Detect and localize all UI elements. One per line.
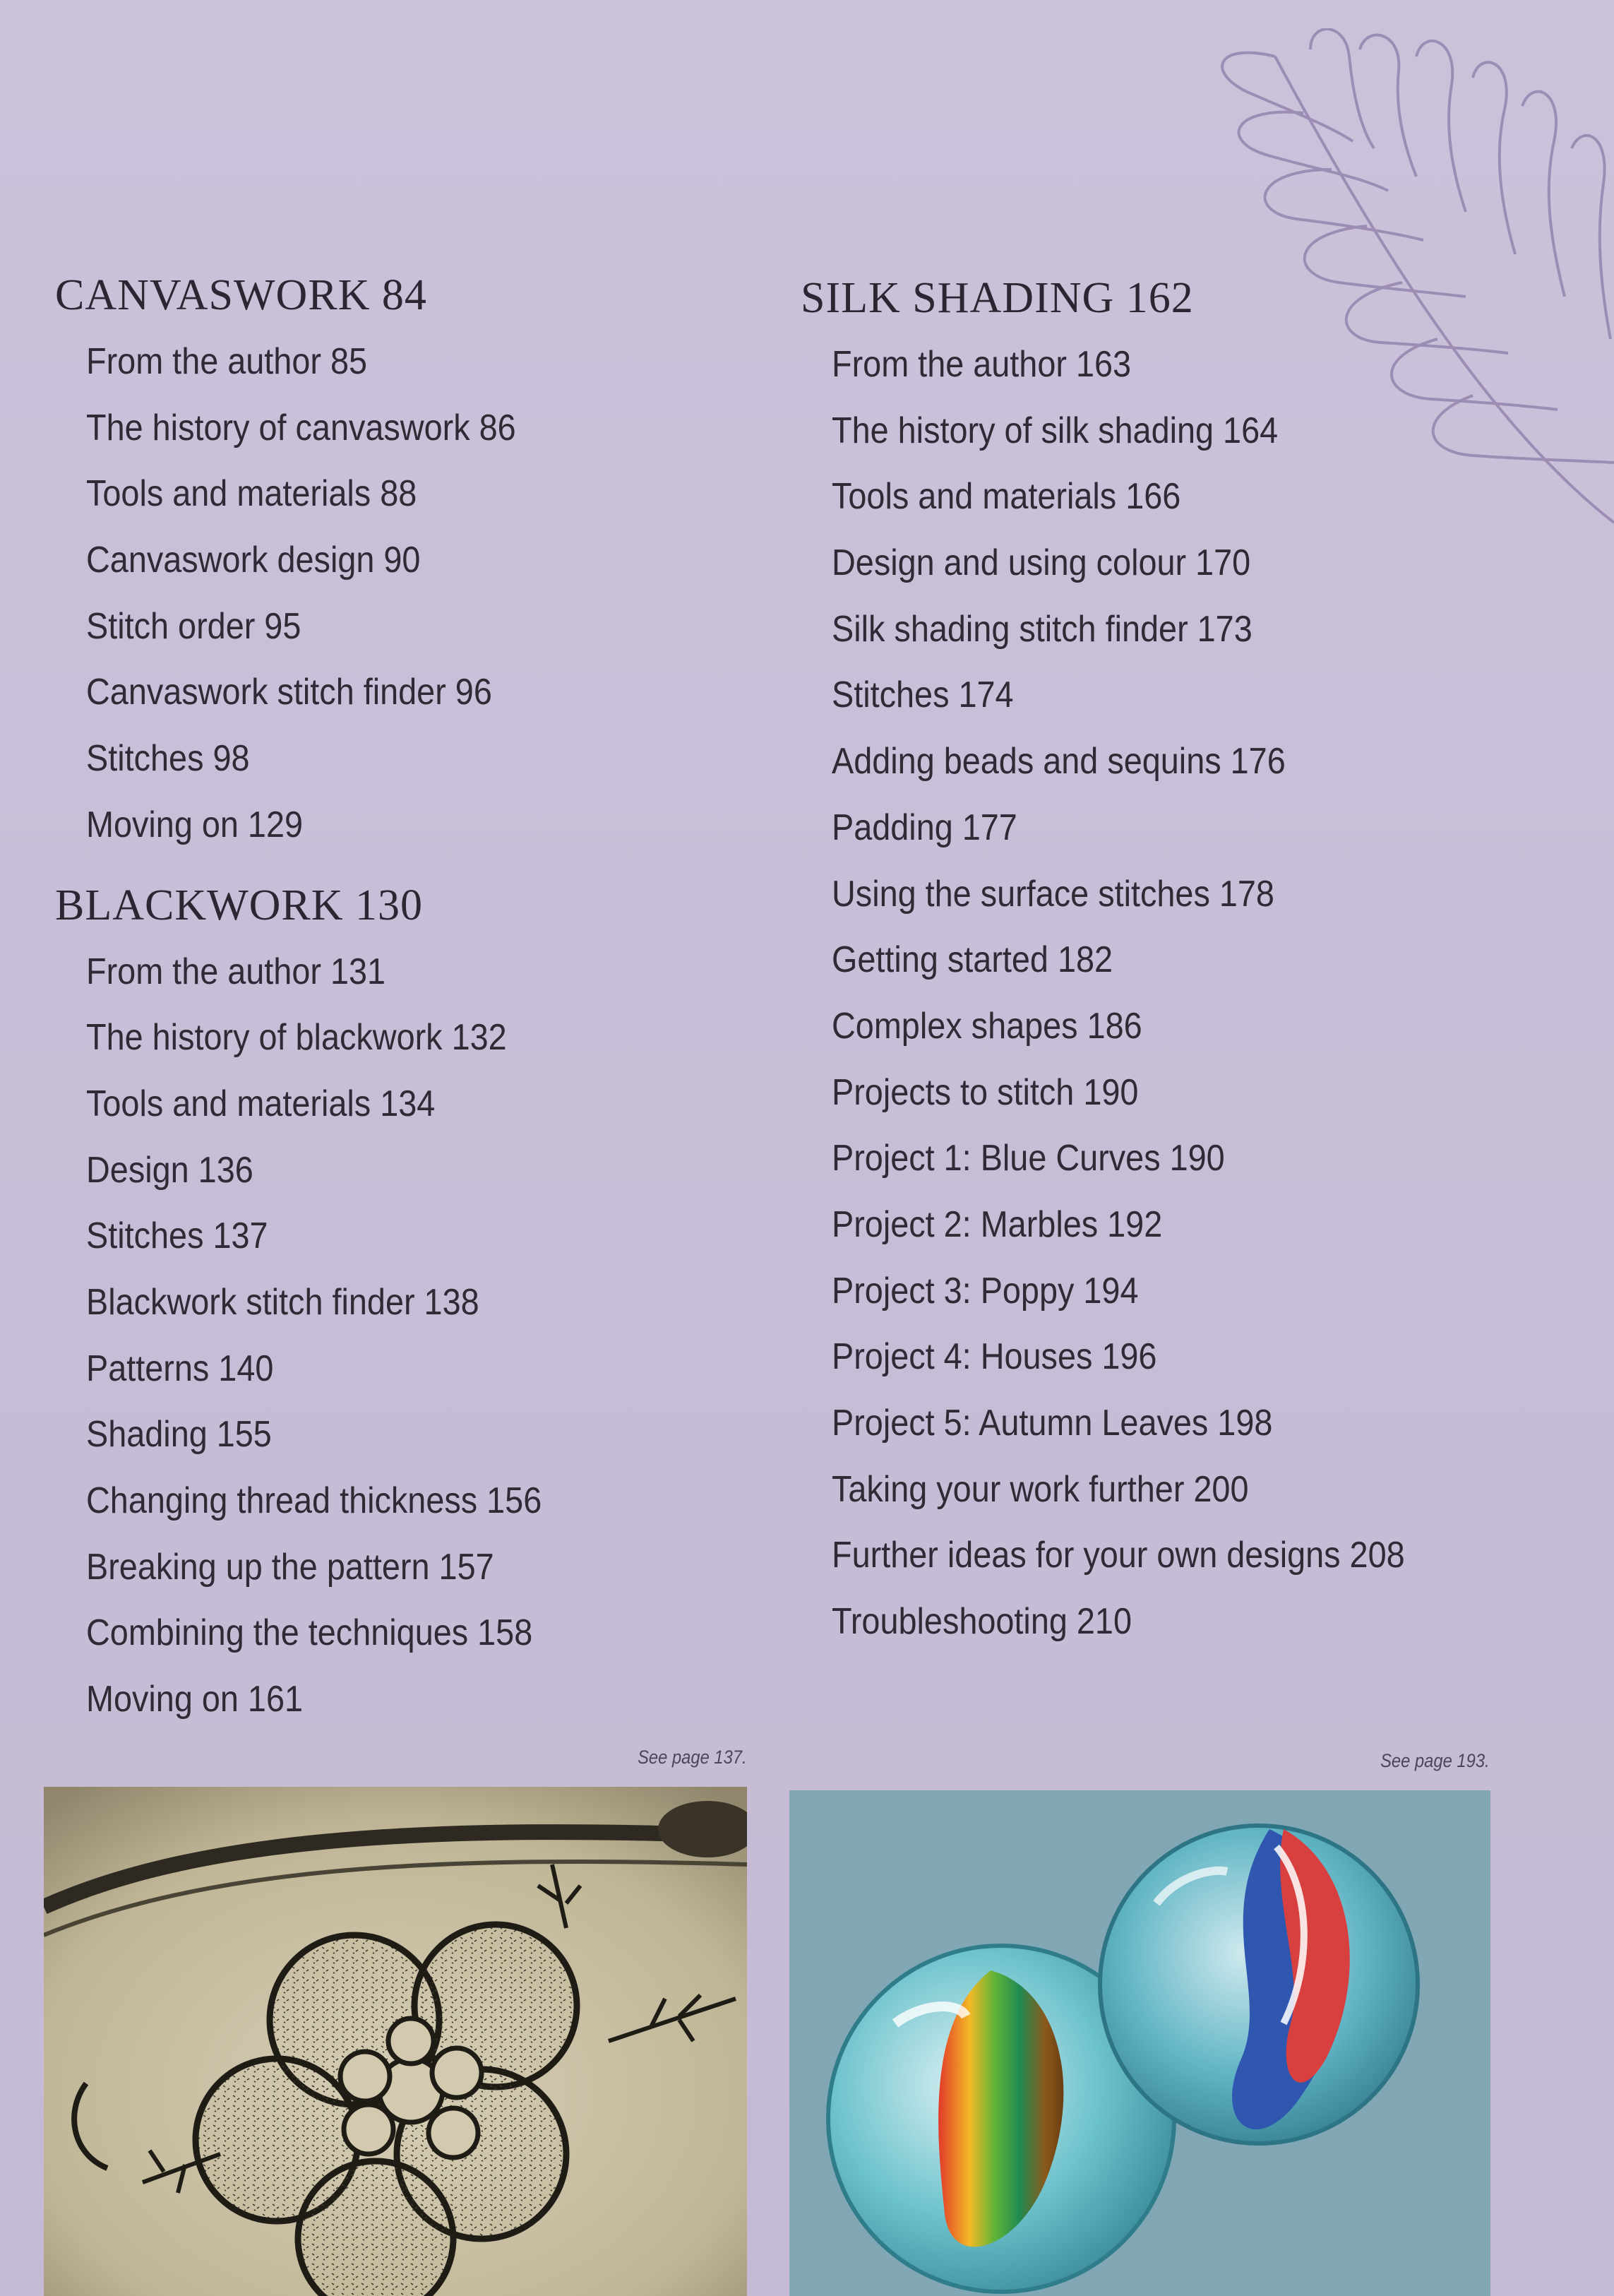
toc-item: The history of blackwork 132	[86, 1017, 507, 1059]
toc-item: Project 3: Poppy 194	[832, 1270, 1139, 1311]
caption-right: See page 193.	[1380, 1750, 1490, 1771]
toc-item: Combining the techniques 158	[86, 1612, 533, 1654]
toc-item: Stitches 174	[832, 674, 1014, 716]
toc-item: Design and using colour 170	[832, 542, 1251, 584]
caption-left: See page 137.	[638, 1747, 747, 1768]
toc-item: Stitches 137	[86, 1215, 268, 1257]
toc-item: The history of canvaswork 86	[86, 407, 516, 448]
toc-item: Adding beads and sequins 176	[832, 741, 1286, 783]
toc-item: From the author 85	[86, 341, 368, 382]
toc-item: Canvaswork stitch finder 96	[86, 672, 492, 713]
section-title-blackwork: BLACKWORK 130	[55, 881, 424, 929]
toc-item: Complex shapes 186	[832, 1005, 1142, 1047]
toc-item: Padding 177	[832, 807, 1017, 848]
toc-right-column	[796, 270, 1502, 1655]
blackwork-flower-image	[44, 1787, 747, 2296]
toc-item: Troubleshooting 210	[832, 1601, 1132, 1643]
toc-item: From the author 131	[86, 951, 386, 992]
toc-item: Projects to stitch 190	[832, 1071, 1139, 1113]
toc-item: Project 4: Houses 196	[832, 1336, 1157, 1378]
toc-item: Taking your work further 200	[832, 1468, 1249, 1510]
toc-item: Stitch order 95	[86, 605, 301, 647]
toc-list-blackwork	[51, 939, 743, 1733]
toc-item: Blackwork stitch finder 138	[86, 1281, 479, 1323]
toc-item: Project 5: Autumn Leaves 198	[832, 1403, 1273, 1444]
toc-list-silk-shading	[796, 332, 1502, 1655]
toc-item: From the author 163	[832, 344, 1132, 385]
section-title-silk-shading: SILK SHADING 162	[801, 274, 1194, 322]
toc-item: Silk shading stitch finder 173	[832, 608, 1253, 650]
section-title-canvaswork: CANVASWORK 84	[55, 271, 427, 319]
toc-item: Project 1: Blue Curves 190	[832, 1138, 1225, 1179]
toc-item: The history of silk shading 164	[832, 410, 1279, 451]
toc-item: Tools and materials 166	[832, 476, 1181, 518]
toc-item: Moving on 161	[86, 1679, 304, 1720]
toc-item: Further ideas for your own designs 208	[832, 1535, 1405, 1576]
silk-marbles-image	[789, 1790, 1490, 2296]
toc-left-column	[51, 267, 743, 1733]
toc-item: Tools and materials 134	[86, 1083, 436, 1124]
toc-item: Getting started 182	[832, 939, 1113, 981]
toc-item: Tools and materials 88	[86, 473, 417, 515]
toc-item: Stitches 98	[86, 738, 250, 780]
toc-item: Using the surface stitches 178	[832, 873, 1274, 915]
toc-item: Moving on 129	[86, 804, 304, 845]
toc-item: Breaking up the pattern 157	[86, 1546, 494, 1588]
toc-item: Shading 155	[86, 1414, 272, 1456]
toc-item: Changing thread thickness 156	[86, 1480, 542, 1521]
toc-item: Canvaswork design 90	[86, 540, 421, 581]
toc-list-canvaswork	[51, 329, 743, 859]
toc-item: Patterns 140	[86, 1348, 274, 1389]
toc-item: Project 2: Marbles 192	[832, 1203, 1163, 1245]
toc-item: Design 136	[86, 1149, 253, 1191]
